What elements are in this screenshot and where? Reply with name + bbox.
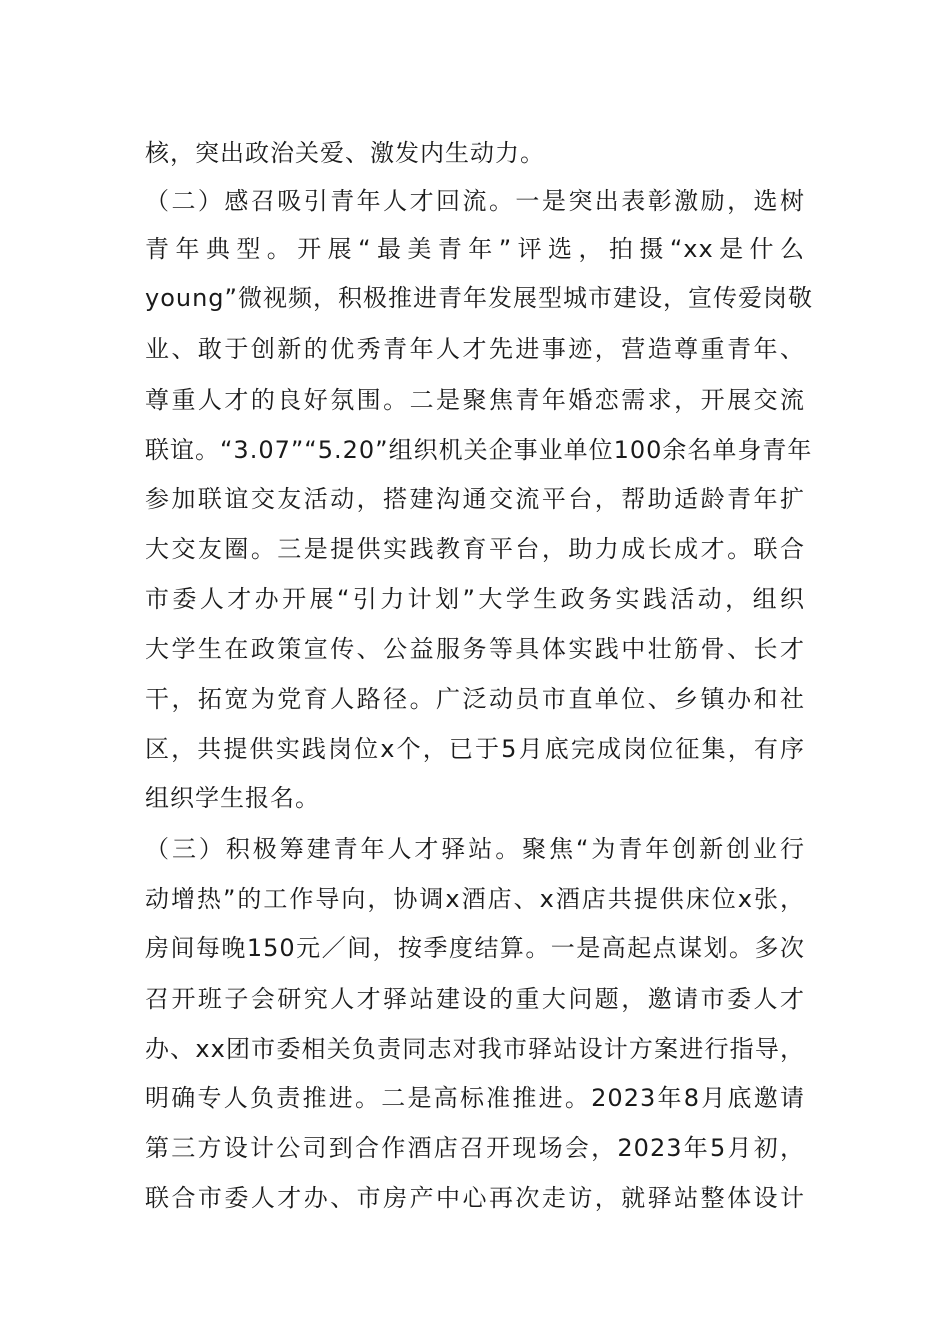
text-line: （二）感召吸引青年人才回流。一是突出表彰激励，选树: [145, 187, 805, 215]
text-line: 尊重人才的良好氛围。二是聚焦青年婚恋需求，开展交流: [145, 386, 805, 414]
text-line: 联谊。“3.07”“5.20”组织机关企事业单位100余名单身青年: [145, 436, 813, 464]
text-line: 召开班子会研究人才驿站建设的重大问题，邀请市委人才: [145, 985, 805, 1013]
text-line: 组织学生报名。: [145, 784, 320, 812]
text-line: 市委人才办开展“引力计划”大学生政务实践活动，组织: [145, 585, 805, 613]
text-line: 房间每晚150元／间，按季度结算。一是高起点谋划。多次: [145, 934, 805, 962]
text-line: 业、敢于创新的优秀青年人才先进事迹，营造尊重青年、: [145, 335, 805, 363]
text-line: 明确专人负责推进。二是高标准推进。2023年8月底邀请: [145, 1084, 805, 1112]
text-line: （三）积极筹建青年人才驿站。聚焦“为青年创新创业行: [145, 835, 805, 863]
text-line: 核，突出政治关爱、激发内生动力。: [145, 139, 545, 167]
text-line: 办、xx团市委相关负责同志对我市驿站设计方案进行指导，: [145, 1035, 805, 1063]
text-line: 第三方设计公司到合作酒店召开现场会，2023年5月初，: [145, 1134, 805, 1162]
text-line: 区，共提供实践岗位x个，已于5月底完成岗位征集，有序: [145, 735, 805, 763]
text-line: 参加联谊交友活动，搭建沟通交流平台，帮助适龄青年扩: [145, 485, 805, 513]
text-line: 大学生在政策宣传、公益服务等具体实践中壮筋骨、长才: [145, 635, 805, 663]
text-line: 青年典型。开展“最美青年”评选，拍摄“xx是什么: [145, 235, 805, 263]
text-line: young”微视频，积极推进青年发展型城市建设，宣传爱岗敬: [145, 284, 813, 312]
text-line: 联合市委人才办、市房产中心再次走访，就驿站整体设计: [145, 1184, 805, 1212]
text-line: 干，拓宽为党育人路径。广泛动员市直单位、乡镇办和社: [145, 685, 805, 713]
text-line: 动增热”的工作导向，协调x酒店、x酒店共提供床位x张，: [145, 885, 805, 913]
text-line: 大交友圈。三是提供实践教育平台，助力成长成才。联合: [145, 535, 805, 563]
